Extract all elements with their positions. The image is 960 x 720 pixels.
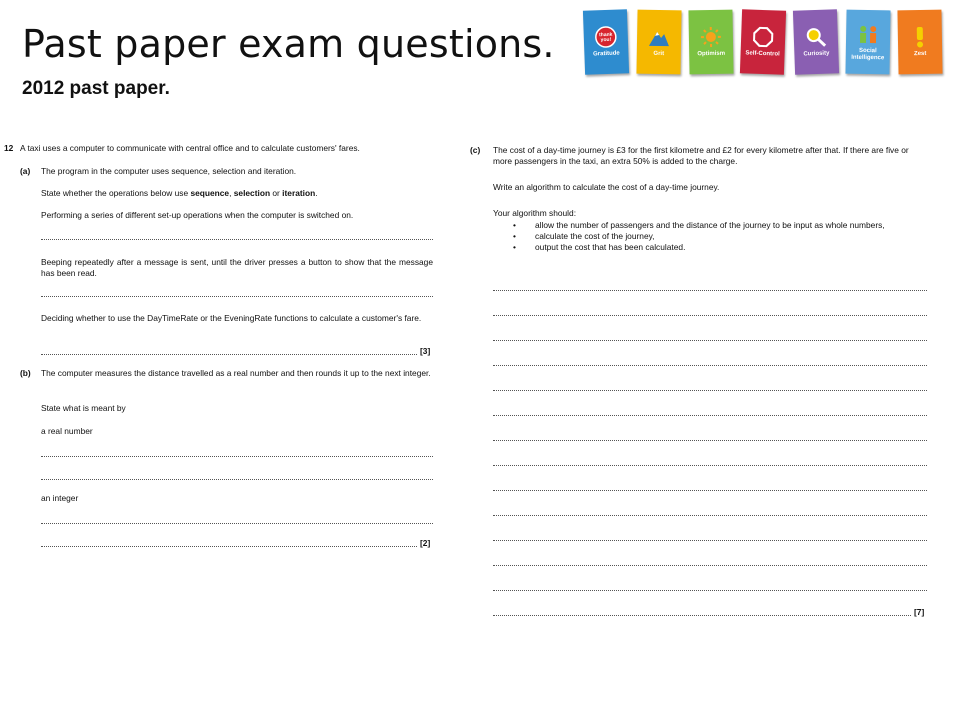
answer-line[interactable] — [493, 589, 927, 591]
part-a-line1: The program in the computer uses sequence, selection and iteration. — [41, 166, 297, 176]
part-c-label: (c) — [470, 145, 481, 155]
question-intro: A taxi uses a computer to communicate with central office and to calculate customers' fares. — [20, 143, 360, 153]
part-a-operation-2: Beeping repeatedly after a message is sent, until the driver presses a button to show that the message has been read. — [41, 257, 433, 278]
answer-line[interactable] — [493, 414, 927, 416]
part-a-line2 — [41, 188, 433, 199]
part-a-line2-mid2: or — [270, 188, 283, 198]
card-zest — [897, 10, 942, 75]
card-label: Grit — [653, 50, 665, 58]
keyword-sequence: sequence — [190, 188, 230, 198]
slide-title: Past paper exam questions. — [22, 22, 555, 66]
keyword-selection: selection — [233, 188, 271, 198]
card-label: Curiosity — [803, 50, 830, 58]
answer-line[interactable] — [41, 295, 433, 297]
card-label: Gratitude — [592, 50, 620, 58]
answer-line[interactable] — [493, 439, 927, 441]
answer-line[interactable] — [493, 564, 927, 566]
magnifier-icon — [804, 26, 827, 49]
answer-line[interactable] — [493, 339, 927, 341]
answer-line[interactable] — [41, 545, 417, 547]
part-a-line2-post: . — [315, 188, 318, 198]
part-b-line1: The computer measures the distance travelled as a real number and then rounds it up to the next integer. — [41, 368, 431, 378]
card-self-control — [740, 9, 786, 74]
thank-you-badge-icon — [594, 26, 617, 49]
answer-line[interactable] — [493, 614, 911, 616]
people-icon — [857, 22, 879, 44]
part-b-mark: [2] — [420, 538, 431, 548]
part-c-line1: The cost of a day-time journey is £3 for the first kilometre and £2 for every kilometre after that. If there are five or more passengers in the taxi, an extra 50% is added to the charge. — [493, 145, 909, 166]
keyword-iteration: iteration — [282, 188, 316, 198]
exclamation-icon — [909, 26, 931, 48]
mountain-icon — [648, 26, 670, 48]
answer-line[interactable] — [493, 514, 927, 516]
list-item: • calculate the cost of the journey, — [513, 231, 929, 242]
svg-text:you!: you! — [600, 36, 612, 44]
card-social-intelligence — [845, 10, 890, 75]
part-b-label: (b) — [20, 368, 31, 378]
answer-line[interactable] — [493, 389, 927, 391]
part-c-line2: Write an algorithm to calculate the cost of a day-time journey. — [493, 182, 720, 192]
part-c-mark: [7] — [914, 607, 925, 617]
part-a-mark: [3] — [420, 346, 431, 356]
answer-line[interactable] — [493, 314, 927, 316]
card-grit — [636, 10, 681, 75]
answer-line[interactable] — [41, 353, 417, 355]
svg-text:thank: thank — [598, 31, 613, 39]
part-a-label: (a) — [20, 166, 31, 176]
list-item: • allow the number of passengers and the distance of the journey to be input as whole numbers, — [513, 220, 929, 231]
list-item: • output the cost that has been calculated. — [513, 242, 929, 253]
card-gratitude — [583, 9, 629, 74]
algorithm-requirements-list — [513, 220, 929, 253]
character-strengths-cards — [584, 10, 946, 78]
part-a-operation-3: Deciding whether to use the DayTimeRate or the EveningRate functions to calculate a customer's fare. — [41, 313, 422, 323]
card-optimism — [688, 10, 733, 75]
card-curiosity — [793, 9, 839, 74]
part-b-item-real: a real number — [41, 426, 93, 436]
answer-line[interactable] — [493, 464, 927, 466]
stop-sign-icon — [752, 26, 775, 49]
answer-line[interactable] — [493, 539, 927, 541]
card-label: Optimism — [697, 50, 726, 58]
part-b-item-integer: an integer — [41, 493, 79, 503]
answer-line[interactable] — [493, 489, 927, 491]
part-a-line2-mid1: , — [229, 188, 234, 198]
part-b-line2: State what is meant by — [41, 403, 126, 413]
card-label: Self-Control — [745, 50, 780, 58]
card-label: Zest — [913, 50, 927, 58]
question-number: 12 — [4, 143, 14, 153]
slide-subtitle: 2012 past paper. — [22, 78, 170, 99]
part-a-operation-1: Performing a series of different set-up operations when the computer is switched on. — [41, 210, 354, 220]
part-a-line2-pre: State whether the operations below use — [41, 188, 191, 198]
answer-line[interactable] — [41, 522, 433, 524]
sun-icon — [700, 26, 722, 48]
answer-line[interactable] — [41, 455, 433, 457]
card-label: Social Intelligence — [851, 47, 885, 61]
answer-line[interactable] — [41, 238, 433, 240]
answer-line[interactable] — [493, 364, 927, 366]
answer-line[interactable] — [493, 289, 927, 291]
part-c-line3: Your algorithm should: — [493, 208, 577, 218]
answer-line[interactable] — [41, 478, 433, 480]
